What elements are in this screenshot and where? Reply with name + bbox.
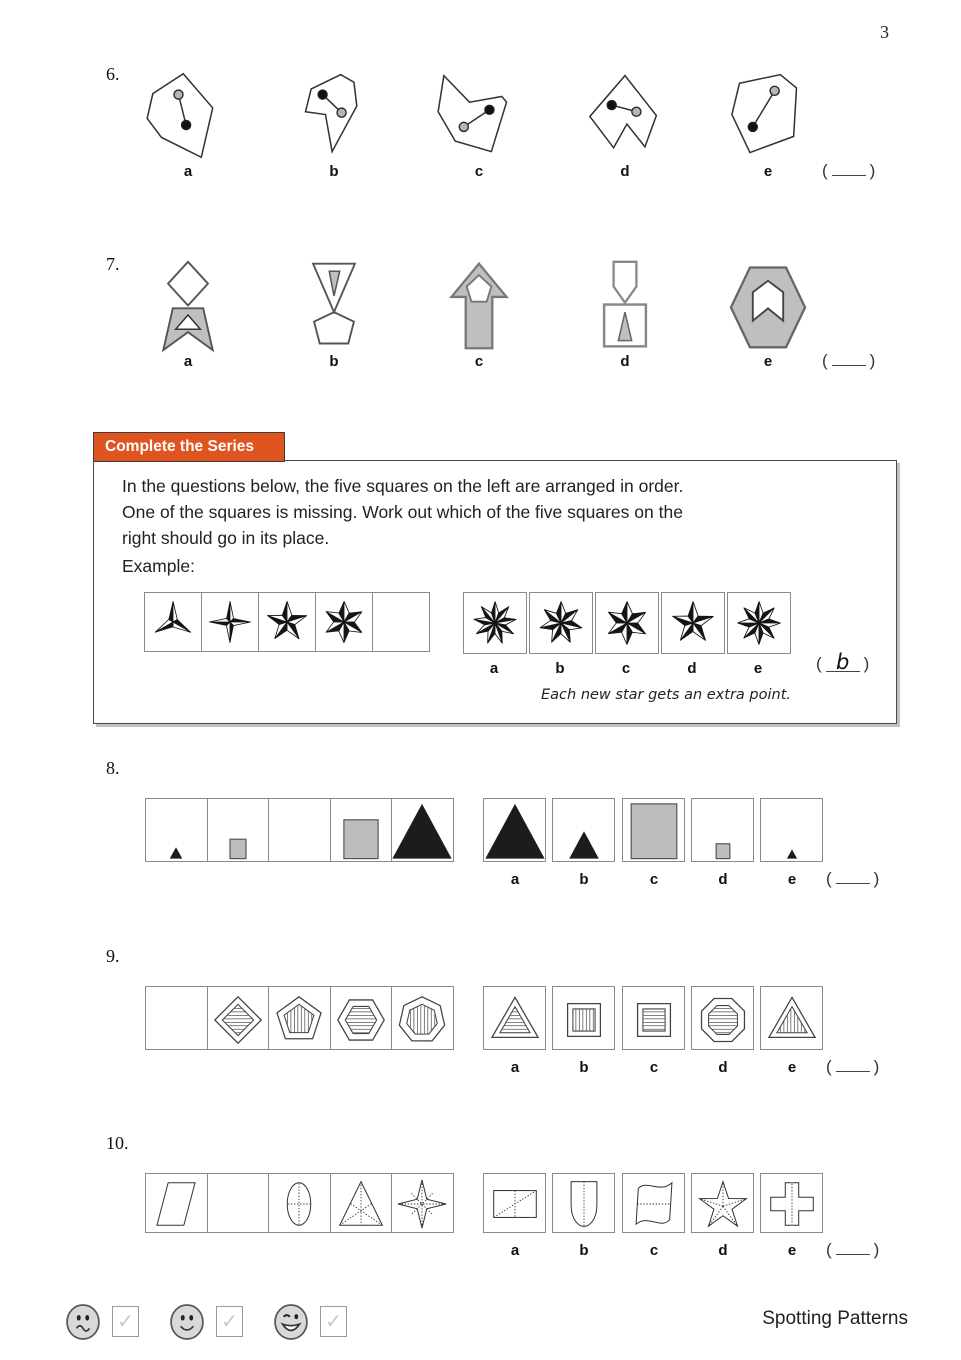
question-number: 6. bbox=[106, 64, 120, 84]
q2-series-cell-4 bbox=[331, 799, 393, 861]
q3-option-label-e: e bbox=[787, 1059, 797, 1076]
example-label: Example: bbox=[122, 556, 195, 576]
q2-option-a bbox=[483, 798, 546, 862]
star-5-points-icon bbox=[261, 596, 313, 648]
q2-option-c bbox=[622, 798, 685, 862]
question-10 bbox=[0, 1125, 961, 1300]
example-series-cell-1 bbox=[145, 593, 202, 651]
example-option-c bbox=[595, 592, 659, 654]
q0-figure-e bbox=[718, 68, 818, 168]
q4-option-label-d: d bbox=[718, 1242, 728, 1259]
shield-axis-icon bbox=[556, 1176, 612, 1232]
q1-option-label-e: e bbox=[763, 353, 773, 370]
blob-two-dots-b-icon bbox=[284, 68, 384, 163]
q3-option-label-a: a bbox=[510, 1059, 520, 1076]
q1-figure-d bbox=[575, 258, 675, 358]
question-8 bbox=[0, 750, 961, 930]
q4-answer-slot[interactable]: ( ) bbox=[826, 1240, 880, 1259]
rect-diagonal-icon bbox=[487, 1176, 543, 1232]
q1-figure-a bbox=[138, 258, 238, 358]
q4-option-c bbox=[622, 1173, 685, 1233]
q4-option-a bbox=[483, 1173, 546, 1233]
q3-option-label-b: b bbox=[579, 1059, 589, 1076]
star-8-points-icon bbox=[732, 596, 786, 650]
q0-answer-blank[interactable] bbox=[832, 161, 866, 176]
gray-hexagon-chevron-hole-icon bbox=[718, 258, 818, 353]
nested-5-sided-vertical-hatch-icon bbox=[270, 991, 328, 1049]
q2-option-d bbox=[691, 798, 754, 862]
q4-series-cell-4 bbox=[331, 1174, 393, 1232]
q3-series-cell-5 bbox=[392, 987, 453, 1049]
q0-figure-c bbox=[429, 68, 529, 168]
example-series-cell-3 bbox=[259, 593, 316, 651]
q4-series-strip bbox=[145, 1173, 454, 1233]
gray-square-icon bbox=[331, 801, 391, 861]
question-number: 10. bbox=[106, 1133, 129, 1153]
q2-option-label-b: b bbox=[579, 871, 589, 888]
q1-figure-c bbox=[429, 258, 529, 358]
nested-6-sided-horizontal-hatch-icon bbox=[332, 991, 390, 1049]
q2-series-cell-1 bbox=[146, 799, 208, 861]
gray-arrow-pentagon-hole-icon bbox=[429, 258, 529, 353]
question-number: 9. bbox=[106, 946, 120, 966]
nested-4-sided-vertical-hatch-icon bbox=[555, 991, 613, 1049]
star-7-points-icon bbox=[534, 596, 588, 650]
q3-answer-slot[interactable]: ( ) bbox=[826, 1057, 880, 1076]
example-option-b bbox=[529, 592, 593, 654]
example-series-cell-4 bbox=[316, 593, 373, 651]
blob-two-dots-e-icon bbox=[718, 68, 818, 163]
example-series-cell-2 bbox=[202, 593, 259, 651]
gray-square-icon bbox=[624, 801, 684, 861]
star-4-points-icon bbox=[204, 596, 256, 648]
black-triangle-icon bbox=[762, 801, 822, 861]
ellipse-axes-icon bbox=[271, 1176, 327, 1232]
q3-series-cell-2 bbox=[208, 987, 270, 1049]
example-option-label-b: b bbox=[555, 660, 565, 677]
gray-square-icon bbox=[208, 801, 268, 861]
star4-axes-icon bbox=[394, 1176, 450, 1232]
diamond-over-gray-banner-icon bbox=[138, 258, 238, 353]
q3-option-d bbox=[691, 986, 754, 1050]
gray-square-icon bbox=[693, 801, 753, 861]
triangle-axes-icon bbox=[333, 1176, 389, 1232]
q2-option-e bbox=[760, 798, 823, 862]
q0-figure-b bbox=[284, 68, 384, 168]
q4-series-cell-2 bbox=[208, 1174, 270, 1232]
q1-option-label-c: c bbox=[474, 353, 484, 370]
q1-option-label-a: a bbox=[183, 353, 193, 370]
q0-option-label-e: e bbox=[763, 163, 773, 180]
footer-title: Spotting Patterns bbox=[762, 1308, 908, 1329]
q0-answer-slot[interactable]: ( ) bbox=[822, 161, 876, 180]
q4-option-label-b: b bbox=[579, 1242, 589, 1259]
example-option-a bbox=[463, 592, 527, 654]
q3-option-b bbox=[552, 986, 615, 1050]
nested-7-sided-vertical-hatch-icon bbox=[393, 991, 451, 1049]
happy-face-checkbox[interactable]: ✓ bbox=[320, 1306, 347, 1337]
q3-series-cell-1 bbox=[146, 987, 208, 1049]
blob-two-dots-d-icon bbox=[575, 68, 675, 163]
q2-answer-blank[interactable] bbox=[836, 869, 870, 884]
star-3-points-icon bbox=[147, 596, 199, 648]
nested-3-sided-vertical-hatch-icon bbox=[763, 991, 821, 1049]
q2-series-cell-3 bbox=[269, 799, 331, 861]
q2-series-cell-2 bbox=[208, 799, 270, 861]
flask-over-square-triangle-icon bbox=[575, 258, 675, 353]
q0-option-label-a: a bbox=[183, 163, 193, 180]
q0-figure-a bbox=[138, 68, 238, 168]
q0-option-label-b: b bbox=[329, 163, 339, 180]
q3-option-a bbox=[483, 986, 546, 1050]
q4-series-cell-1 bbox=[146, 1174, 208, 1232]
question-9 bbox=[0, 938, 961, 1118]
black-triangle-icon bbox=[392, 801, 452, 861]
q1-figure-b bbox=[284, 258, 384, 358]
nested-4-sided-horizontal-hatch-icon bbox=[209, 991, 267, 1049]
question-6 bbox=[0, 58, 961, 238]
q1-option-label-d: d bbox=[620, 353, 630, 370]
example-option-e bbox=[727, 592, 791, 654]
example-series-cell-5 bbox=[373, 593, 429, 651]
q4-series-cell-3 bbox=[269, 1174, 331, 1232]
series-box bbox=[93, 460, 897, 724]
star-5-points-icon bbox=[666, 596, 720, 650]
star-6-points-icon bbox=[600, 596, 654, 650]
series-box-header: Complete the Series bbox=[93, 432, 285, 462]
sad-face-checkbox[interactable]: ✓ bbox=[112, 1306, 139, 1337]
black-triangle-icon bbox=[146, 801, 206, 861]
q4-option-label-e: e bbox=[787, 1242, 797, 1259]
q2-option-label-d: d bbox=[718, 871, 728, 888]
cross-axis-icon bbox=[764, 1176, 820, 1232]
star-6-points-icon bbox=[318, 596, 370, 648]
example-option-d bbox=[661, 592, 725, 654]
wave-axis-icon bbox=[626, 1176, 682, 1232]
q2-option-label-c: c bbox=[649, 871, 659, 888]
q2-series-cell-5 bbox=[392, 799, 453, 861]
q4-option-b bbox=[552, 1173, 615, 1233]
sad-face-icon bbox=[66, 1304, 100, 1345]
example-answer: b bbox=[826, 657, 860, 672]
page-footer bbox=[0, 1296, 961, 1356]
q1-figure-e bbox=[718, 258, 818, 358]
q2-option-label-a: a bbox=[510, 871, 520, 888]
q4-answer-blank[interactable] bbox=[836, 1240, 870, 1255]
q3-answer-blank[interactable] bbox=[836, 1057, 870, 1072]
q1-answer-blank[interactable] bbox=[832, 351, 866, 366]
q0-option-label-c: c bbox=[474, 163, 484, 180]
example-caption: Each new star gets an extra point. bbox=[541, 687, 791, 703]
q2-series-strip bbox=[145, 798, 454, 862]
q2-answer-slot[interactable]: ( ) bbox=[826, 869, 880, 888]
q1-answer-slot[interactable]: ( ) bbox=[822, 351, 876, 370]
example-option-label-a: a bbox=[489, 660, 499, 677]
q4-option-e bbox=[760, 1173, 823, 1233]
series-instructions-line3: right should go in its place. bbox=[122, 528, 330, 548]
star5-axes-icon bbox=[695, 1176, 751, 1232]
q2-option-label-e: e bbox=[787, 871, 797, 888]
q4-option-label-a: a bbox=[510, 1242, 520, 1259]
q3-series-strip bbox=[145, 986, 454, 1050]
triangle-over-pentagon-icon bbox=[284, 258, 384, 353]
star-9-points-icon bbox=[468, 596, 522, 650]
happy-face-icon bbox=[274, 1304, 308, 1345]
example-option-label-d: d bbox=[687, 660, 697, 677]
example-answer-slot: ( b ) bbox=[816, 650, 870, 674]
question-number: 7. bbox=[106, 254, 120, 274]
smile-face-checkbox[interactable]: ✓ bbox=[216, 1306, 243, 1337]
nested-8-sided-horizontal-hatch-icon bbox=[694, 991, 752, 1049]
q0-figure-d bbox=[575, 68, 675, 168]
parallelogram-icon bbox=[148, 1176, 204, 1232]
example-option-label-c: c bbox=[621, 660, 631, 677]
example-option-label-e: e bbox=[753, 660, 763, 677]
page-number: 3 bbox=[880, 22, 889, 42]
q1-option-label-b: b bbox=[329, 353, 339, 370]
blob-two-dots-c-icon bbox=[429, 68, 529, 163]
q3-option-e bbox=[760, 986, 823, 1050]
q4-option-d bbox=[691, 1173, 754, 1233]
q0-option-label-d: d bbox=[620, 163, 630, 180]
q3-option-label-d: d bbox=[718, 1059, 728, 1076]
q2-option-b bbox=[552, 798, 615, 862]
series-instructions-line2: One of the squares is missing. Work out which of the five squares on the bbox=[122, 502, 683, 522]
nested-4-sided-horizontal-hatch-icon bbox=[625, 991, 683, 1049]
q3-series-cell-3 bbox=[269, 987, 331, 1049]
black-triangle-icon bbox=[554, 801, 614, 861]
q3-option-label-c: c bbox=[649, 1059, 659, 1076]
q3-series-cell-4 bbox=[331, 987, 393, 1049]
nested-3-sided-horizontal-hatch-icon bbox=[486, 991, 544, 1049]
series-instructions-line1: In the questions below, the five squares on the left are arranged in order. bbox=[122, 476, 684, 496]
example-series-strip bbox=[144, 592, 430, 652]
smile-face-icon bbox=[170, 1304, 204, 1345]
blob-two-dots-a-icon bbox=[138, 68, 238, 163]
question-7 bbox=[0, 248, 961, 418]
q4-series-cell-5 bbox=[392, 1174, 453, 1232]
question-number: 8. bbox=[106, 758, 120, 778]
q3-option-c bbox=[622, 986, 685, 1050]
q4-option-label-c: c bbox=[649, 1242, 659, 1259]
black-triangle-icon bbox=[485, 801, 545, 861]
